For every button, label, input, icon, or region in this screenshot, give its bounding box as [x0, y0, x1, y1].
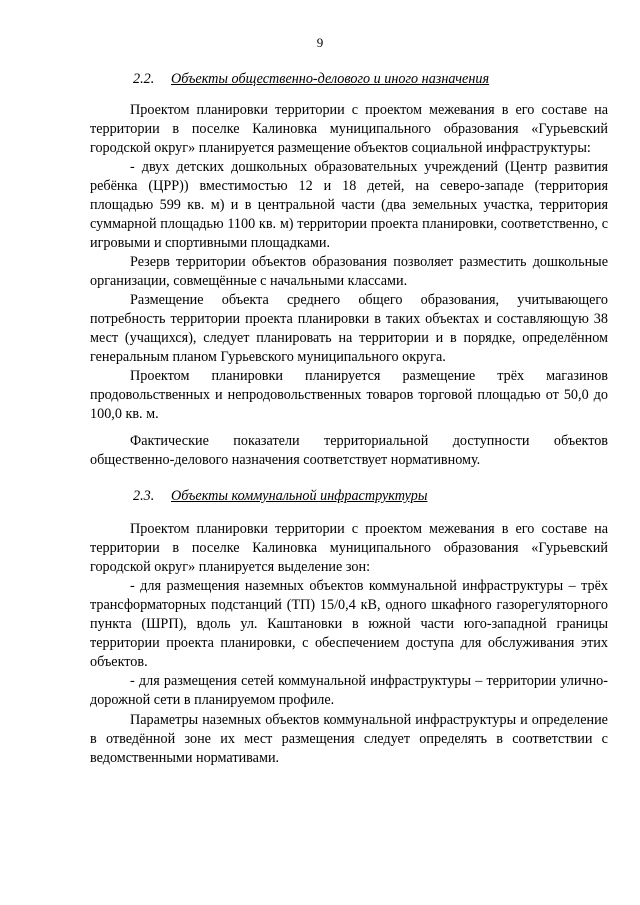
section-2-3-body — [90, 520, 608, 710]
paragraph: Проектом планировки территории с проектом межевания в его составе на территории в поселке Калиновка муниципального образования «Гурьевский городской округ» планируется выделение зон: — [90, 521, 608, 575]
section-title: Объекты общественно-делового и иного назначения — [171, 71, 490, 87]
section-heading-2-3 — [133, 487, 613, 506]
paragraph: Параметры наземных объектов коммунальной инфраструктуры и определение в отведённой зоне их мест размещения следует определять в соответствии с ведомственными нормативами. — [90, 712, 608, 766]
paragraph: Размещение объекта среднего общего образования, учитывающего потребность территории проекта планировки в таких объектах и составляющую 38 мест (учащихся), следует планировать на территории и в порядке, определённом генеральным планом Гурьевского муниципального округа. — [90, 292, 608, 365]
section-2-3-closing — [90, 711, 608, 768]
section-2-2-body — [90, 101, 608, 424]
section-number: 2.3. — [133, 488, 155, 504]
section-number: 2.2. — [133, 71, 155, 87]
section-2-2-closing — [90, 432, 608, 470]
paragraph: - для размещения сетей коммунальной инфраструктуры – территории улично-дорожной сети в планируемом профиле. — [90, 673, 608, 708]
page-number: 9 — [316, 35, 324, 50]
paragraph: Резерв территории объектов образования позволяет разместить дошкольные организации, совмещённые с начальными классами. — [90, 254, 608, 289]
paragraph: Фактические показатели территориальной доступности объектов общественно-делового назначения соответствует нормативному. — [90, 433, 608, 468]
paragraph: Проектом планировки территории с проектом межевания в его составе на территории в поселке Калиновка муниципального образования «Гурьевский городской округ» планируется размещение объектов социальной инфраструктуры: — [90, 102, 608, 156]
section-heading-2-2 — [133, 70, 613, 89]
paragraph: - для размещения наземных объектов коммунальной инфраструктуры – трёх трансформаторных подстанций (ТП) 15/0,4 кВ, одного шкафного газорегуляторного пункта (ШРП), вдоль ул. Каштановки в южной части юго-западной границы территории проекта планировки, с обеспечением доступа для обслуживания этих объектов. — [90, 578, 608, 670]
paragraph: - двух детских дошкольных образовательных учреждений (Центр развития ребёнка (ЦРР)) вместимостью 12 и 18 детей, на северо-западе (территория площадью 599 кв. м) и в центральной части (два земельных участка, территория суммарной площадью 1100 кв. м) территории проекта планировки, соответственно, с игровыми и спортивными площадками. — [90, 159, 608, 251]
section-title: Объекты коммунальной инфраструктуры — [171, 488, 428, 504]
paragraph: Проектом планировки планируется размещение трёх магазинов продовольственных и непродовольственных товаров торговой площадью от 50,0 до 100,0 кв. м. — [90, 368, 608, 422]
